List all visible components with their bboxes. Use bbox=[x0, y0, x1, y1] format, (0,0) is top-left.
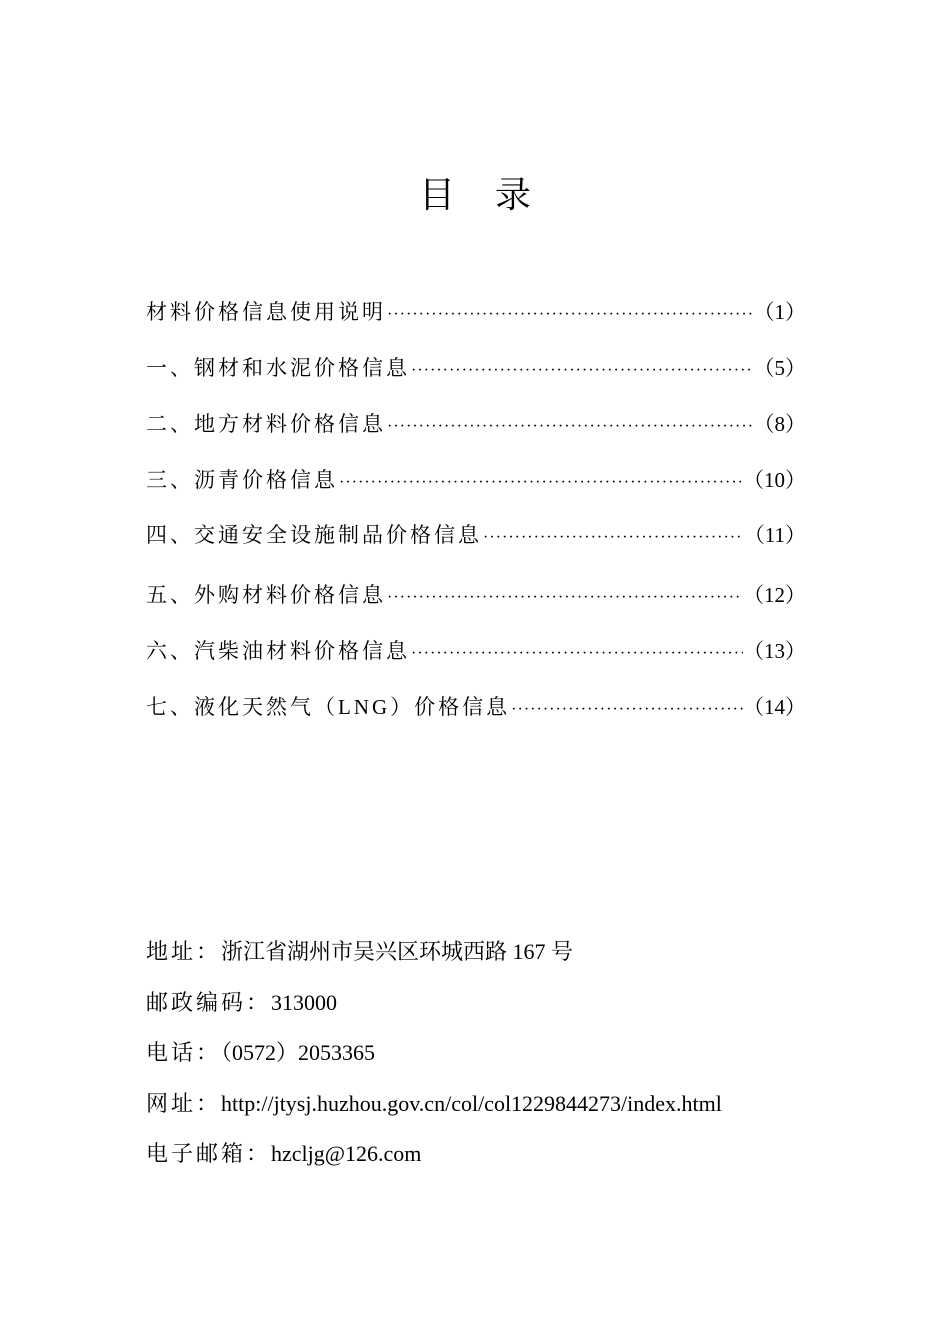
toc-entry-label: 三、沥青价格信息 bbox=[146, 468, 338, 492]
website-link[interactable]: http://jtysj.huzhou.gov.cn/col/col1229844273/index.html bbox=[221, 1091, 722, 1116]
toc-leader-dots bbox=[482, 523, 744, 553]
phone-line bbox=[146, 1038, 375, 1068]
email-label: 电子邮箱： bbox=[146, 1141, 272, 1166]
toc-entry-label: 七、液化天然气（LNG）价格信息 bbox=[146, 695, 511, 719]
toc-leader-dots bbox=[386, 300, 754, 330]
toc-page-number: （8） bbox=[753, 412, 806, 436]
toc-leader-dots bbox=[338, 468, 743, 498]
toc-page-number: （12） bbox=[743, 583, 806, 607]
toc-leader-dots bbox=[386, 583, 743, 613]
toc-entry-label: 二、地方材料价格信息 bbox=[146, 412, 386, 436]
toc-leader-dots bbox=[410, 356, 754, 386]
toc-page-number: （14） bbox=[743, 695, 806, 719]
toc-page-number: （5） bbox=[753, 356, 806, 380]
page-title bbox=[0, 170, 950, 220]
title-char-2: 录 bbox=[495, 175, 532, 215]
toc-entry-purchased-materials[interactable] bbox=[146, 580, 806, 610]
address-line bbox=[146, 937, 573, 967]
phone-value: （0572）2053365 bbox=[221, 1040, 376, 1065]
toc-page-number: （1） bbox=[753, 300, 806, 324]
website-label: 网址： bbox=[146, 1091, 222, 1116]
toc-leader-dots bbox=[510, 695, 743, 725]
title-char-1: 目 bbox=[418, 175, 455, 215]
email-line bbox=[146, 1139, 421, 1169]
phone-label: 电话： bbox=[146, 1040, 222, 1065]
website-line bbox=[146, 1089, 722, 1119]
toc-leader-dots bbox=[386, 412, 754, 442]
toc-entry-local-materials[interactable] bbox=[146, 409, 806, 439]
address-label: 地址： bbox=[146, 939, 222, 964]
address-value: 浙江省湖州市吴兴区环城西路 167 号 bbox=[221, 939, 574, 964]
toc-page-number: （13） bbox=[743, 639, 806, 663]
toc-entry-label: 一、钢材和水泥价格信息 bbox=[146, 356, 410, 380]
toc-entry-asphalt[interactable] bbox=[146, 465, 806, 495]
postcode-line bbox=[146, 988, 337, 1018]
toc-entry-fuel[interactable] bbox=[146, 636, 806, 666]
toc-entry-label: 材料价格信息使用说明 bbox=[146, 300, 386, 324]
toc-entry-usage-notes[interactable] bbox=[146, 297, 806, 327]
toc-entry-label: 四、交通安全设施制品价格信息 bbox=[146, 523, 482, 547]
email-link[interactable]: hzcljg@126.com bbox=[271, 1141, 422, 1166]
toc-entry-lng[interactable] bbox=[146, 692, 806, 722]
toc-entry-label: 六、汽柴油材料价格信息 bbox=[146, 639, 410, 663]
toc-entry-steel-cement[interactable] bbox=[146, 353, 806, 383]
toc-entry-label: 五、外购材料价格信息 bbox=[146, 583, 386, 607]
postcode-value: 313000 bbox=[271, 990, 338, 1015]
toc-page-number: （10） bbox=[743, 468, 806, 492]
toc-entry-traffic-safety[interactable] bbox=[146, 520, 806, 550]
toc-leader-dots bbox=[410, 639, 743, 669]
toc-page-number: （11） bbox=[743, 523, 806, 547]
postcode-label: 邮政编码： bbox=[146, 990, 272, 1015]
